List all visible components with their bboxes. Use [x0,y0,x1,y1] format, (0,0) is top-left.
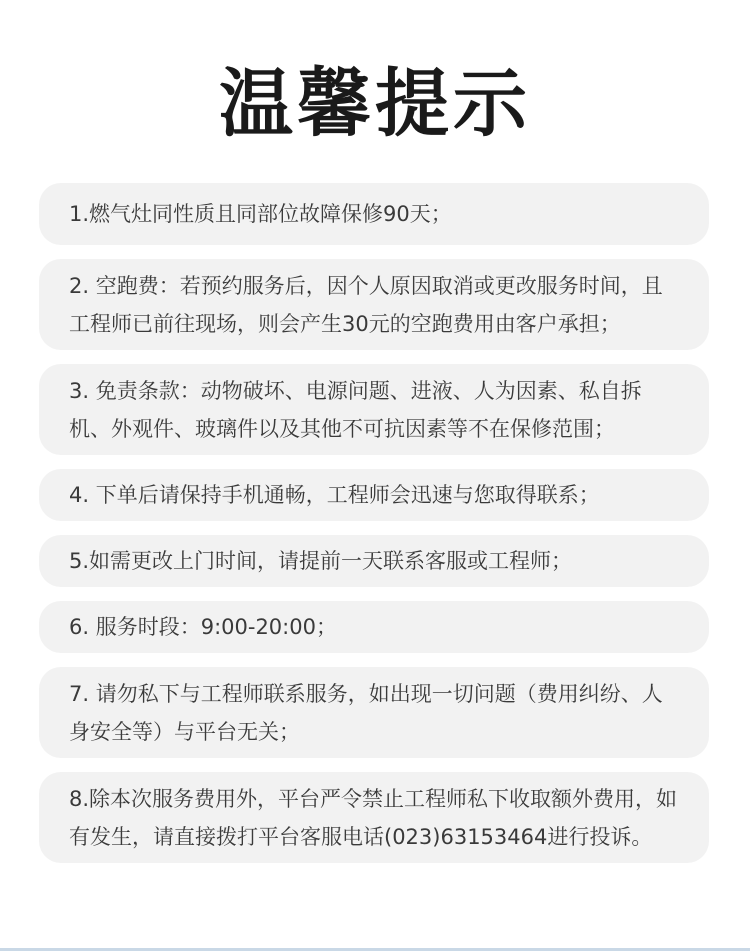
tip-text: 3. 免责条款：动物破坏、电源问题、进液、人为因素、私自拆机、外观件、玻璃件以及其他不可抗因素等不在保修范围； [69,378,642,441]
tips-list [39,183,709,877]
tip-item [39,772,709,863]
tip-text: 8.除本次服务费用外，平台严令禁止工程师私下收取额外费用，如有发生，请直接拨打平台客服电话(023)63153464进行投诉。 [69,786,678,849]
tip-text: 5.如需更改上门时间，请提前一天联系客服或工程师； [69,549,573,573]
tip-item [39,259,709,350]
page-title: 温馨提示 [219,61,531,147]
tip-text: 7. 请勿私下与工程师联系服务，如出现一切问题（费用纠纷、人身安全等）与平台无关； [69,681,663,744]
tip-text: 6. 服务时段：9:00-20:00； [69,615,337,639]
tip-item [39,364,709,455]
tip-text: 4. 下单后请保持手机通畅，工程师会迅速与您取得联系； [69,483,600,507]
tip-item [39,183,709,245]
tip-text: 1.燃气灶同性质且同部位故障保修90天； [69,202,452,226]
tip-item [39,667,709,758]
tip-text: 2. 空跑费：若预约服务后，因个人原因取消或更改服务时间，且工程师已前往现场，则会产生30元的空跑费用由客户承担； [69,273,663,336]
tip-item [39,469,709,521]
tip-item [39,535,709,587]
tip-item [39,601,709,653]
